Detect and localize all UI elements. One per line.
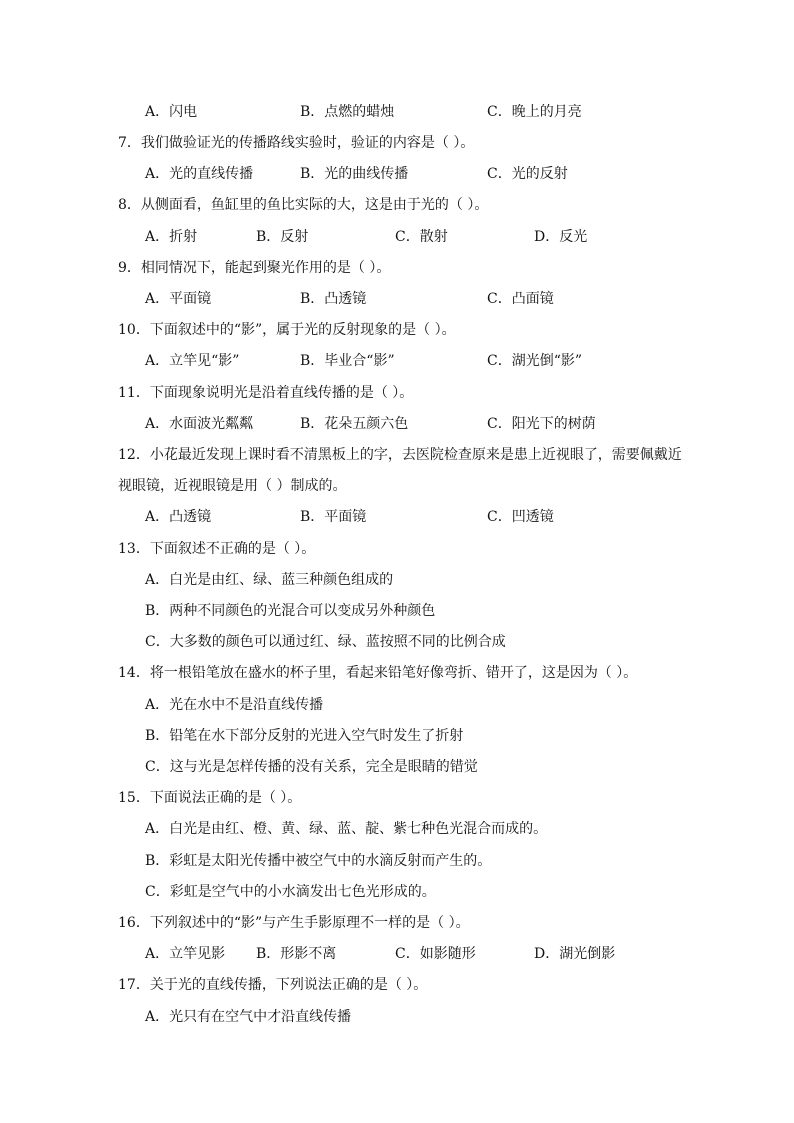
q7-options <box>0 164 794 184</box>
q15-option-a: A．白光是由红、橙、黄、绿、蓝、靛、紫七种色光混合而成的。 <box>145 821 548 837</box>
q7-option-b: B．光的曲线传播 <box>300 166 409 182</box>
q14-text: 14．将一根铅笔放在盛水的杯子里，看起来铅笔好像弯折、错开了，这是因为（ ）。 <box>118 665 638 681</box>
q8-option-c: C．散射 <box>395 229 448 245</box>
q6-option-c: C．晚上的月亮 <box>487 104 582 120</box>
q9-text: 9．相同情况下，能起到聚光作用的是（ ）。 <box>118 260 391 276</box>
q14-option-b: B．铅笔在水下部分反射的光进入空气时发生了折射 <box>145 728 464 744</box>
q9-option-a: A．平面镜 <box>145 291 212 307</box>
q6-options <box>0 102 794 122</box>
q16-option-b: B．形影不离 <box>256 946 337 962</box>
q15-option-c: C．彩虹是空气中的小水滴发出七色光形成的。 <box>145 884 436 900</box>
q11-option-b: B．花朵五颜六色 <box>300 416 409 432</box>
q11-option-c: C．阳光下的树荫 <box>487 416 596 432</box>
q11-text: 11．下面现象说明光是沿着直线传播的是（ ）。 <box>118 385 414 401</box>
q17-text: 17．关于光的直线传播，下列说法正确的是（ ）。 <box>118 977 428 993</box>
q9-option-b: B．凸透镜 <box>300 291 367 307</box>
q10-option-a: A．立竿见“影” <box>145 353 240 369</box>
q15-option-b: B．彩虹是太阳光传播中被空气中的水滴反射而产生的。 <box>145 853 492 869</box>
q13-option-a: A．白光是由红、绿、蓝三种颜色组成的 <box>145 572 394 588</box>
q14-option-c: C．这与光是怎样传播的没有关系，完全是眼睛的错觉 <box>145 759 478 775</box>
q12-text-line1: 12．小花最近发现上课时看不清黑板上的字，去医院检查原来是患上近视眼了，需要佩戴近 <box>118 447 682 463</box>
q12-text-line2: 视眼镜，近视眼镜是用（ ）制成的。 <box>118 478 347 494</box>
q16-option-a: A．立竿见影 <box>145 946 226 962</box>
q10-text: 10．下面叙述中的“影”，属于光的反射现象的是（ ）。 <box>118 322 456 338</box>
q12-option-b: B．平面镜 <box>300 509 367 525</box>
q13-option-b: B．两种不同颜色的光混合可以变成另外种颜色 <box>145 603 436 619</box>
q11-options <box>0 414 794 434</box>
q7-option-c: C．光的反射 <box>487 166 568 182</box>
q15-text: 15．下面说法正确的是（ ）。 <box>118 790 302 806</box>
q9-option-c: C．凸面镜 <box>487 291 554 307</box>
q7-option-a: A．光的直线传播 <box>145 166 254 182</box>
q9-options <box>0 289 794 309</box>
q8-options <box>0 227 794 247</box>
q17-option-a: A．光只有在空气中才沿直线传播 <box>145 1009 352 1025</box>
q10-option-c: C．湖光倒“影” <box>487 353 583 369</box>
q14-option-a: A．光在水中不是沿直线传播 <box>145 697 324 713</box>
q8-option-b: B．反射 <box>256 229 309 245</box>
q16-text: 16．下列叙述中的“影”与产生手影原理不一样的是（ ）。 <box>118 915 470 931</box>
q10-option-b: B．毕业合“影” <box>300 353 395 369</box>
q6-option-a: A．闪电 <box>145 104 198 120</box>
q12-option-a: A．凸透镜 <box>145 509 212 525</box>
q13-option-c: C．大多数的颜色可以通过红、绿、蓝按照不同的比例合成 <box>145 634 506 650</box>
q6-option-b: B．点燃的蜡烛 <box>300 104 395 120</box>
q16-options <box>0 944 794 964</box>
q8-option-d: D．反光 <box>534 229 588 245</box>
q16-option-c: C．如影随形 <box>395 946 476 962</box>
q12-option-c: C．凹透镜 <box>487 509 554 525</box>
q7-text: 7．我们做验证光的传播路线实验时，验证的内容是（ ）。 <box>118 135 475 151</box>
q10-options <box>0 351 794 371</box>
q16-option-d: D．湖光倒影 <box>534 946 616 962</box>
q13-text: 13．下面叙述不正确的是（ ）。 <box>118 541 316 557</box>
q11-option-a: A．水面波光粼粼 <box>145 416 254 432</box>
q12-options <box>0 507 794 527</box>
q8-option-a: A．折射 <box>145 229 198 245</box>
q8-text: 8．从侧面看，鱼缸里的鱼比实际的大，这是由于光的（ ）。 <box>118 197 489 213</box>
